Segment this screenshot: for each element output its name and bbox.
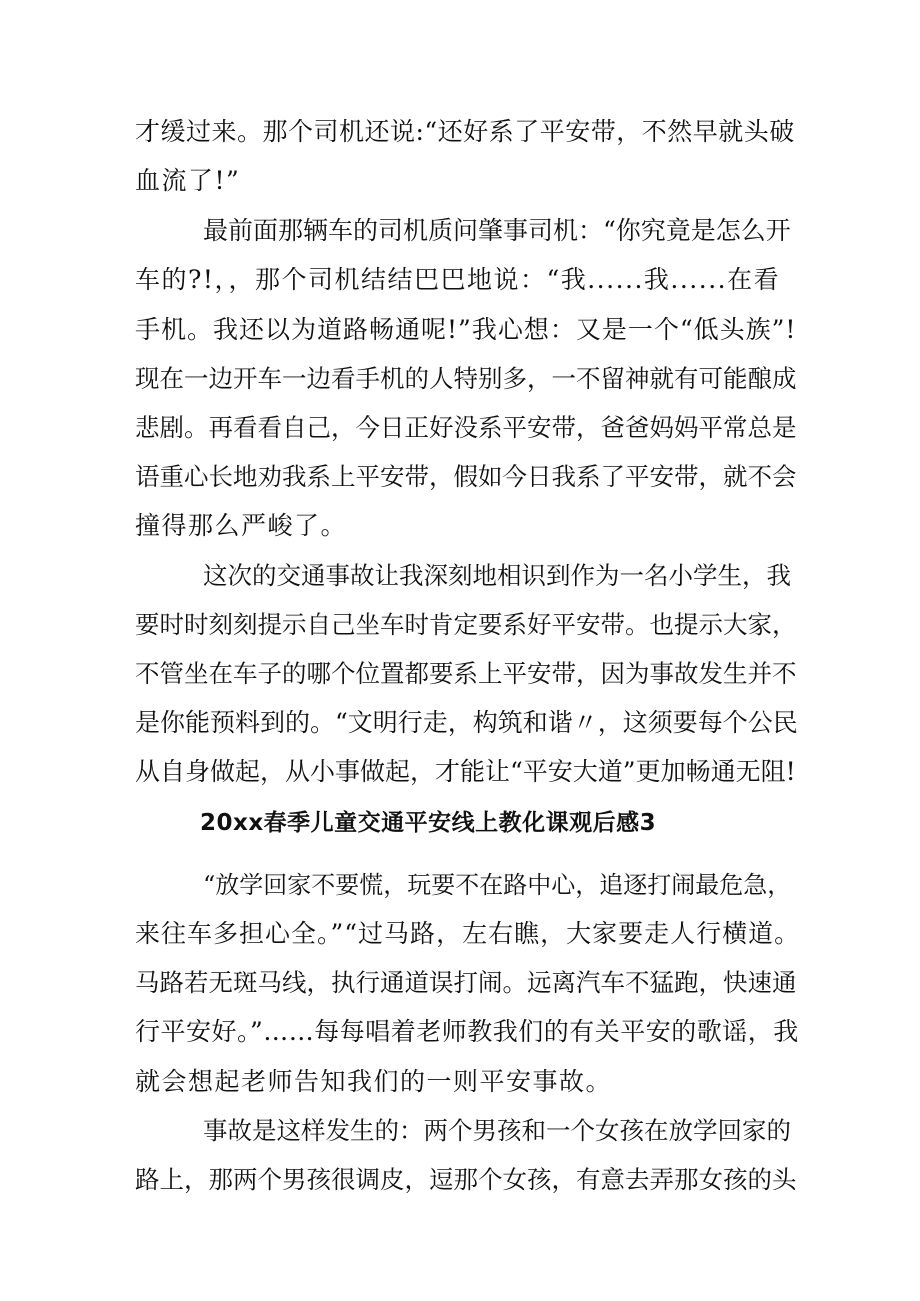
text-line: 悲剧。再看看自己，今日正好没系平安带，爸爸妈妈平常总是 [135,413,797,442]
section-heading: 20xx春季儿童交通平安线上教化课观后感3 [200,810,657,836]
text-line: 不管坐在车子的哪个位置都要系上平安带，因为事故发生并不 [135,659,797,688]
text-line: 就会想起老师告知我们的一则平安事故。 [135,1067,613,1096]
text-line: 语重心长地劝我系上平安带，假如今日我系了平安带，就不会 [135,462,797,491]
text-line: 现在一边开车一边看手机的人特别多，一不留神就有可能酿成 [135,364,797,393]
text-line: 从自身做起，从小事做起，才能让“平安大道”更加畅通无阻! [135,757,796,786]
text-line: 是你能预料到的。“文明行走，构筑和谐〃，这须要每个公民 [135,708,798,737]
text-line: 要时时刻刻提示自己坐车时肯定要系好平安带。也提示大家， [135,610,797,639]
text-line: 事故是这样发生的：两个男孩和一个女孩在放学回家的 [203,1116,791,1145]
text-line: 才缓过来。那个司机还说:“还好系了平安带，不然早就头破 [135,117,795,146]
text-line: 血流了!” [135,166,241,195]
text-line: 最前面那辆车的司机质问肇事司机：“你究竟是怎么开 [203,216,791,245]
text-line: 撞得那么严峻了。 [135,511,348,540]
text-line: 路上，那两个男孩很调皮，逗那个女孩，有意去弄那女孩的头 [135,1165,797,1194]
text-line: “放学回家不要慌，玩要不在路中心，追逐打闹最危急， [203,871,792,899]
text-line: 马路若无斑马线，执行通道误打闹。远离汽车不猛跑，快速通 [135,968,797,997]
text-line: 这次的交通事故让我深刻地相识到作为一名小学生，我 [203,561,791,590]
text-line: 车的?!，，那个司机结结巴巴地说：“我......我......在看 [135,265,781,294]
text-line: 行平安好。”……每每唱着老师教我们的有关平安的歌谣，我 [135,1017,799,1046]
text-line: 来往车多担心全。”“过马路，左右瞧，大家要走人行横道。 [135,919,801,948]
text-line: 手机。我还以为道路畅通呢!”我心想：又是一个“低头族”! [135,315,797,344]
